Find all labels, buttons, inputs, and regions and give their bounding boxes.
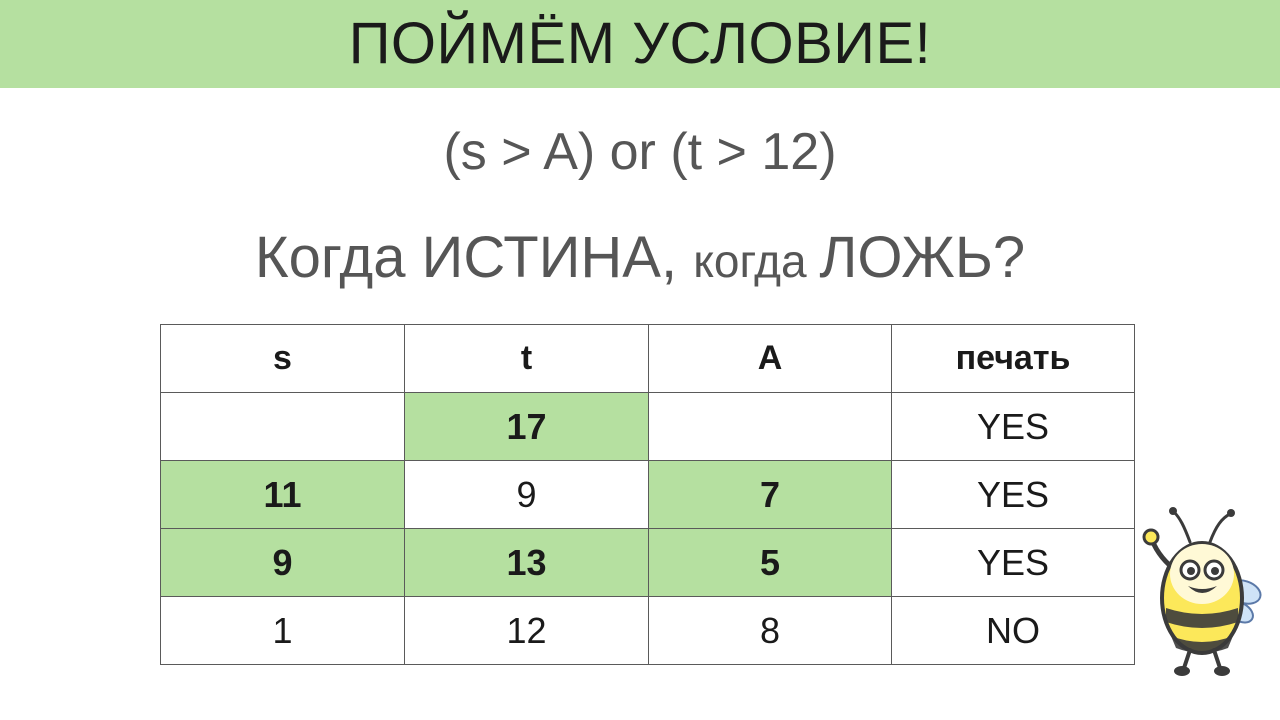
table-cell: YES (892, 529, 1135, 597)
page-title: ПОЙМЁМ УСЛОВИЕ! (348, 11, 932, 76)
table-cell: 12 (405, 597, 649, 665)
table-row (161, 393, 1135, 461)
table-cell: YES (892, 461, 1135, 529)
table-cell: 8 (649, 597, 892, 665)
table-cell: 5 (649, 529, 892, 597)
table-header-a: A (649, 325, 892, 393)
table-cell (649, 393, 892, 461)
table-header-print: печать (892, 325, 1135, 393)
question-part-2: когда (693, 235, 820, 287)
expression-text: (s > A) or (t > 12) (443, 123, 837, 181)
table-row (161, 597, 1135, 665)
question-part-1: Когда ИСТИНА, (254, 225, 694, 290)
question-part-3: ЛОЖЬ? (819, 225, 1026, 290)
table-cell: NO (892, 597, 1135, 665)
question-text (0, 226, 1280, 290)
table-cell: 13 (405, 529, 649, 597)
table-header-t: t (405, 325, 649, 393)
table-header-row (161, 325, 1135, 393)
table-header-s: s (161, 325, 405, 393)
table-row (161, 529, 1135, 597)
table-cell: 9 (405, 461, 649, 529)
table-cell (161, 393, 405, 461)
table-cell: 7 (649, 461, 892, 529)
table-cell: YES (892, 393, 1135, 461)
title-banner (0, 0, 1280, 88)
table-cell: 17 (405, 393, 649, 461)
table-cell: 11 (161, 461, 405, 529)
table-row (161, 461, 1135, 529)
bee-icon (1140, 500, 1270, 680)
table-cell: 9 (161, 529, 405, 597)
truth-table (160, 324, 1135, 665)
table-cell: 1 (161, 597, 405, 665)
